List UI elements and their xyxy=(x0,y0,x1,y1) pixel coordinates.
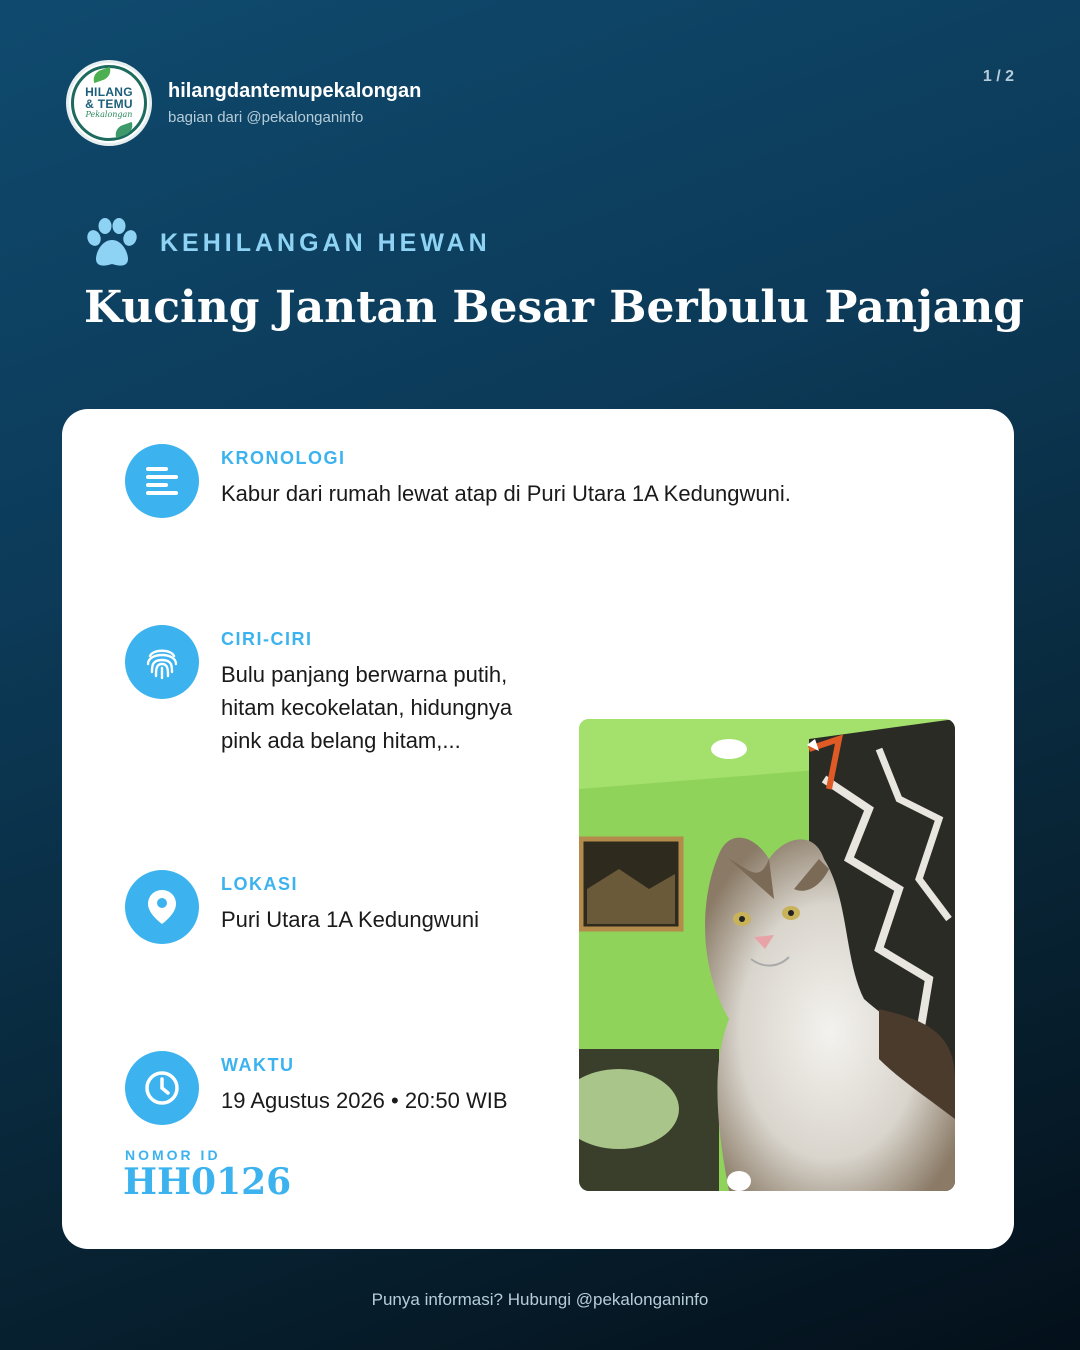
location-pin-icon xyxy=(145,888,179,926)
leaf-icon xyxy=(113,122,135,138)
waktu-section xyxy=(125,1051,508,1125)
waktu-icon-badge xyxy=(125,1051,199,1125)
clock-icon xyxy=(143,1069,181,1107)
account-info xyxy=(168,80,421,126)
paw-icon xyxy=(84,218,140,268)
details-card xyxy=(62,409,1014,1249)
ciri-value: Bulu panjang berwarna putih, hitam kecokelatan, hidungnya pink ada belang hitam,... xyxy=(221,662,513,753)
logo-ring xyxy=(71,65,147,141)
id-label: NOMOR ID xyxy=(125,1147,221,1163)
fingerprint-icon xyxy=(142,642,182,682)
logo-text-temu: & TEMU xyxy=(85,97,133,111)
category-label: KEHILANGAN HEWAN xyxy=(160,228,491,257)
account-subtitle: bagian dari @pekalonganinfo xyxy=(168,109,364,126)
category-row xyxy=(84,218,491,268)
cat-photo xyxy=(579,719,955,1191)
lokasi-icon-badge xyxy=(125,870,199,944)
account-name[interactable]: hilangdantemupekalongan xyxy=(168,80,422,102)
brand-logo[interactable] xyxy=(66,60,152,146)
page-indicator: 1 / 2 xyxy=(982,68,1014,85)
logo-text-city: Pekalongan xyxy=(85,110,133,119)
footer-contact: Punya informasi? Hubungi @pekalonganinfo xyxy=(371,1290,709,1309)
account-header xyxy=(66,60,421,146)
lokasi-value: Puri Utara 1A Kedungwuni xyxy=(221,907,480,932)
text-lines-icon xyxy=(144,463,180,499)
ciri-icon-badge xyxy=(125,625,199,699)
post-title: Kucing Jantan Besar Berbulu Panjang xyxy=(84,282,1025,333)
waktu-label: WAKTU xyxy=(221,1055,295,1075)
waktu-value: 19 Agustus 2026 • 20:50 WIB xyxy=(221,1088,508,1113)
leaf-icon xyxy=(91,67,113,83)
kronologi-icon-badge xyxy=(125,444,199,518)
lokasi-label: LOKASI xyxy=(221,874,299,894)
ciri-label: CIRI-CIRI xyxy=(221,629,313,649)
kronologi-value: Kabur dari rumah lewat atap di Puri Utara 1A Kedungwuni. xyxy=(221,481,791,506)
logo-text-hilang: HILANG xyxy=(85,85,133,99)
kronologi-label: KRONOLOGI xyxy=(221,448,346,468)
ciri-section xyxy=(125,625,541,757)
lokasi-section xyxy=(125,870,479,944)
kronologi-section xyxy=(125,444,791,518)
id-value: HH0126 xyxy=(123,1161,292,1203)
